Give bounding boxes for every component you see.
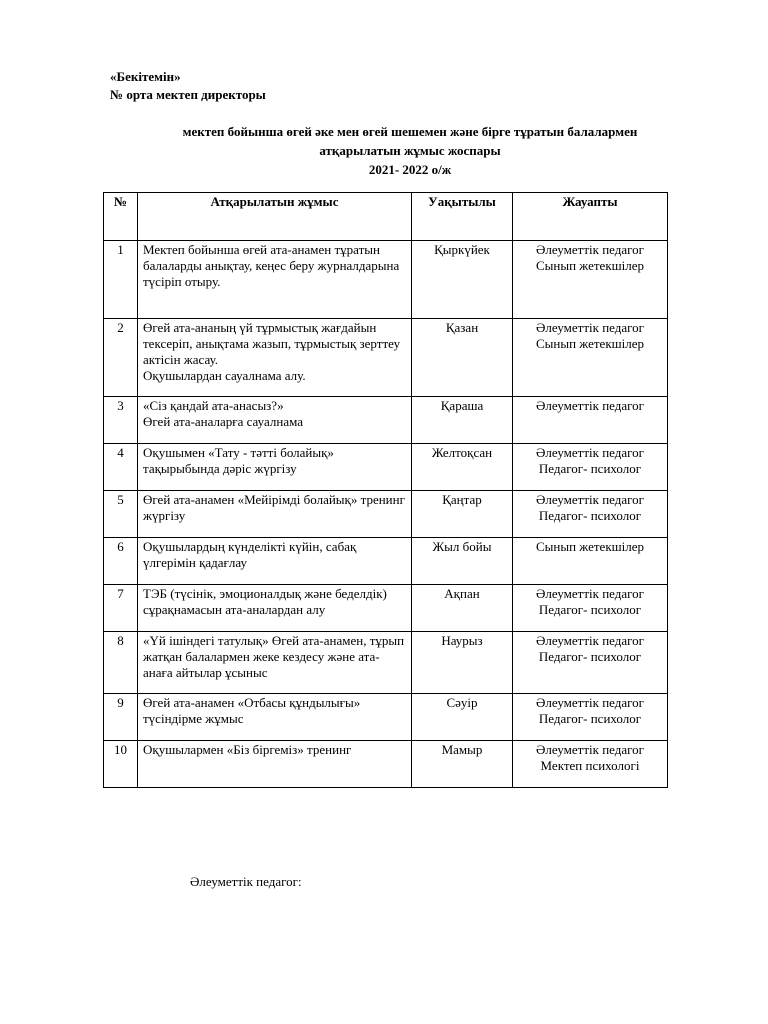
row-number: 2 — [104, 319, 138, 397]
approval-line: «Бекітемін» — [110, 69, 181, 84]
document-title — [100, 122, 720, 179]
row-responsible: Әлеуметтік педагог Педагог- психолог — [513, 694, 668, 741]
row-work: Оқушымен «Тату - тәтті болайық» тақырыбында дәріс жүргізу — [138, 444, 412, 491]
work-plan-table — [103, 192, 668, 788]
row-work: Өгей ата-анамен «Отбасы құндылығы» түсіндірме жұмыс — [138, 694, 412, 741]
approval-block — [110, 68, 266, 104]
title-line-1: мектеп бойынша өгей әке мен өгей шешемен және бірге тұратын балалармен — [182, 124, 638, 139]
row-number: 9 — [104, 694, 138, 741]
table-row — [104, 319, 668, 397]
table-row — [104, 491, 668, 538]
row-number: 3 — [104, 397, 138, 444]
header-work: Атқарылатын жұмыс — [138, 193, 412, 241]
row-number: 10 — [104, 741, 138, 788]
row-time: Желтоқсан — [412, 444, 513, 491]
title-line-2: атқарылатын жұмыс жоспары — [319, 143, 501, 158]
row-responsible: Әлеуметтік педагог Педагог- психолог — [513, 491, 668, 538]
table-row — [104, 632, 668, 694]
title-year: 2021- 2022 о/ж — [368, 162, 452, 177]
row-time: Жыл бойы — [412, 538, 513, 585]
table-row — [104, 241, 668, 319]
row-number: 7 — [104, 585, 138, 632]
table-row — [104, 694, 668, 741]
row-work: Мектеп бойынша өгей ата-анамен тұратын балаларды анықтау, кеңес беру журналдарына түсіріп отыру. — [138, 241, 412, 319]
row-responsible: Әлеуметтік педагог Сынып жетекшілер — [513, 319, 668, 397]
row-work: «Үй ішіндегі татулық» Өгей ата-анамен, тұрып жатқан балалармен жеке кездесу және ата-анаға айтылар ұсыныс — [138, 632, 412, 694]
row-time: Ақпан — [412, 585, 513, 632]
row-time: Қаңтар — [412, 491, 513, 538]
row-work: Оқушылармен «Біз біргеміз» тренинг — [138, 741, 412, 788]
row-responsible: Әлеуметтік педагог Педагог- психолог — [513, 585, 668, 632]
row-work: ТЭБ (түсінік, эмоционалдық және беделдік) сұрақнамасын ата-аналардан алу — [138, 585, 412, 632]
row-time: Қазан — [412, 319, 513, 397]
row-work: Оқушылардың күнделікті күйін, сабақ үлгерімін қадағлау — [138, 538, 412, 585]
table-row — [104, 538, 668, 585]
row-responsible: Әлеуметтік педагог — [513, 397, 668, 444]
header-number: № — [104, 193, 138, 241]
row-number: 1 — [104, 241, 138, 319]
row-time: Наурыз — [412, 632, 513, 694]
row-time: Қараша — [412, 397, 513, 444]
row-work: Өгей ата-анамен «Мейірімді болайық» тренинг жүргізу — [138, 491, 412, 538]
signature-line: Әлеуметтік педагог: — [190, 874, 302, 889]
row-number: 4 — [104, 444, 138, 491]
row-number: 6 — [104, 538, 138, 585]
table-row — [104, 741, 668, 788]
row-responsible: Әлеуметтік педагог Педагог- психолог — [513, 444, 668, 491]
row-responsible: Сынып жетекшілер — [513, 538, 668, 585]
row-responsible: Әлеуметтік педагог Педагог- психолог — [513, 632, 668, 694]
row-work: Өгей ата-ананың үй тұрмыстық жағдайын тексеріп, анықтама жазып, тұрмыстық зерттеу актісін жасау. Оқушылардан сауалнама алу. — [138, 319, 412, 397]
row-responsible: Әлеуметтік педагог Сынып жетекшілер — [513, 241, 668, 319]
table-row — [104, 585, 668, 632]
row-time: Мамыр — [412, 741, 513, 788]
header-time: Уақытылы — [412, 193, 513, 241]
table-row — [104, 397, 668, 444]
approval-director-line: № орта мектеп директоры — [110, 87, 266, 102]
table-row — [104, 444, 668, 491]
row-time: Сәуір — [412, 694, 513, 741]
row-responsible: Әлеуметтік педагог Мектеп психологі — [513, 741, 668, 788]
row-time: Қыркүйек — [412, 241, 513, 319]
row-work: «Сіз қандай ата-анасыз?» Өгей ата-аналарға сауалнама — [138, 397, 412, 444]
row-number: 5 — [104, 491, 138, 538]
header-responsible: Жауапты — [513, 193, 668, 241]
table-header-row — [104, 193, 668, 241]
row-number: 8 — [104, 632, 138, 694]
